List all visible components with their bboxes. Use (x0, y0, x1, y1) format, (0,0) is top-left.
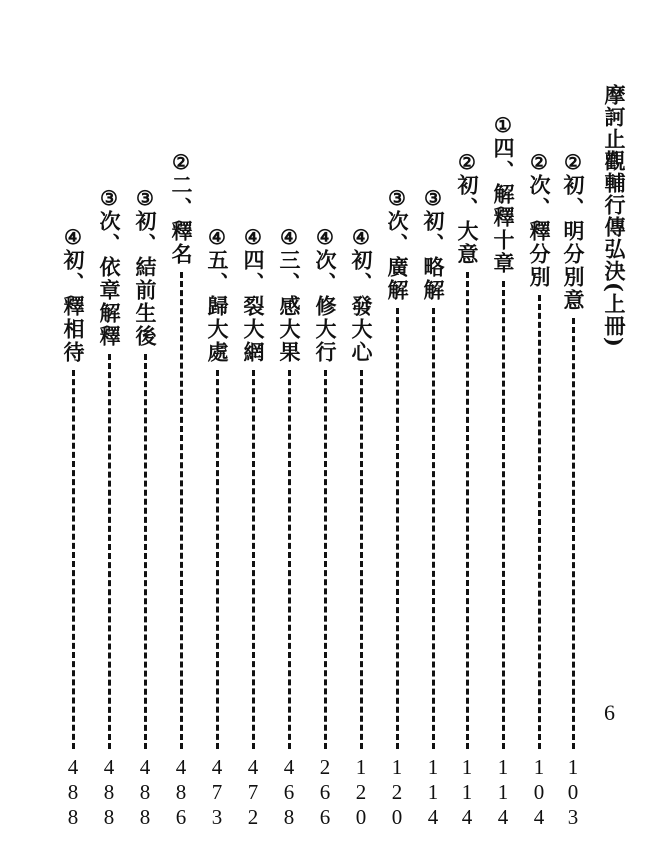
leader-line (288, 370, 291, 749)
entry-label: 四、解釋十章 (491, 137, 516, 275)
entry-page: 266 (313, 755, 337, 830)
level-marker: ② (564, 150, 582, 174)
entry-page: 468 (277, 755, 301, 830)
level-marker: ② (530, 150, 548, 174)
leader-line (324, 370, 327, 749)
entry-label: 初、明分別意 (561, 174, 586, 312)
leader-line (252, 370, 255, 749)
entry-label: 次、修大行 (313, 249, 338, 364)
entry-page: 114 (421, 755, 445, 830)
toc-entry (58, 225, 88, 830)
entry-page: 472 (241, 755, 265, 830)
entry-label: 次、依章解釋 (97, 210, 122, 348)
toc-entry (382, 186, 412, 830)
entry-page: 488 (133, 755, 157, 830)
level-marker: ① (494, 113, 512, 137)
toc-entry (488, 113, 518, 830)
level-marker: ③ (136, 186, 154, 210)
page-number: 6 (604, 700, 615, 725)
level-marker: ④ (208, 225, 226, 249)
entry-label: 三、感大果 (277, 249, 302, 364)
entry-page: 488 (97, 755, 121, 830)
toc-entry (418, 186, 448, 830)
level-marker: ③ (424, 186, 442, 210)
toc-entry (238, 225, 268, 830)
leader-line (502, 281, 505, 749)
toc-entry (166, 150, 196, 830)
leader-line (144, 354, 147, 749)
entry-label: 初、發大心 (349, 249, 374, 364)
entry-page: 488 (61, 755, 85, 830)
toc-entry (130, 186, 160, 830)
entry-label: 初、結前生後 (133, 210, 158, 348)
leader-line (572, 318, 575, 749)
level-marker: ③ (388, 186, 406, 210)
book-title: 摩訶止觀輔行傳弘決(上冊) (602, 84, 627, 348)
entry-page: 486 (169, 755, 193, 830)
entry-label: 初、大意 (455, 174, 480, 266)
leader-line (538, 295, 541, 749)
leader-line (360, 370, 363, 749)
leader-line (432, 308, 435, 749)
entry-page: 103 (561, 755, 585, 830)
leader-line (396, 308, 399, 749)
toc-entry (202, 225, 232, 830)
leader-line (216, 370, 219, 749)
toc-entry (94, 186, 124, 830)
entry-page: 114 (455, 755, 479, 830)
toc-entry (310, 225, 340, 830)
entry-page: 473 (205, 755, 229, 830)
entry-label: 五、歸大處 (205, 249, 230, 364)
entry-page: 114 (491, 755, 515, 830)
entry-label: 次、釋分別 (527, 174, 552, 289)
toc-entry (524, 150, 554, 830)
entry-page: 120 (349, 755, 373, 830)
leader-line (108, 354, 111, 749)
entry-label: 四、裂大網 (241, 249, 266, 364)
toc-entry (452, 150, 482, 830)
toc-entry (274, 225, 304, 830)
level-marker: ② (458, 150, 476, 174)
level-marker: ④ (352, 225, 370, 249)
entry-label: 初、釋相待 (61, 249, 86, 364)
entry-page: 104 (527, 755, 551, 830)
level-marker: ③ (100, 186, 118, 210)
level-marker: ④ (64, 225, 82, 249)
level-marker: ④ (280, 225, 298, 249)
entry-label: 二、釋名 (169, 174, 194, 266)
toc-entry (346, 225, 376, 830)
level-marker: ④ (244, 225, 262, 249)
entry-label: 初、略解 (421, 210, 446, 302)
entry-label: 次、廣解 (385, 210, 410, 302)
level-marker: ④ (316, 225, 334, 249)
toc-entry (558, 150, 588, 830)
level-marker: ② (172, 150, 190, 174)
entry-page: 120 (385, 755, 409, 830)
leader-line (72, 370, 75, 749)
leader-line (180, 272, 183, 749)
leader-line (466, 272, 469, 749)
